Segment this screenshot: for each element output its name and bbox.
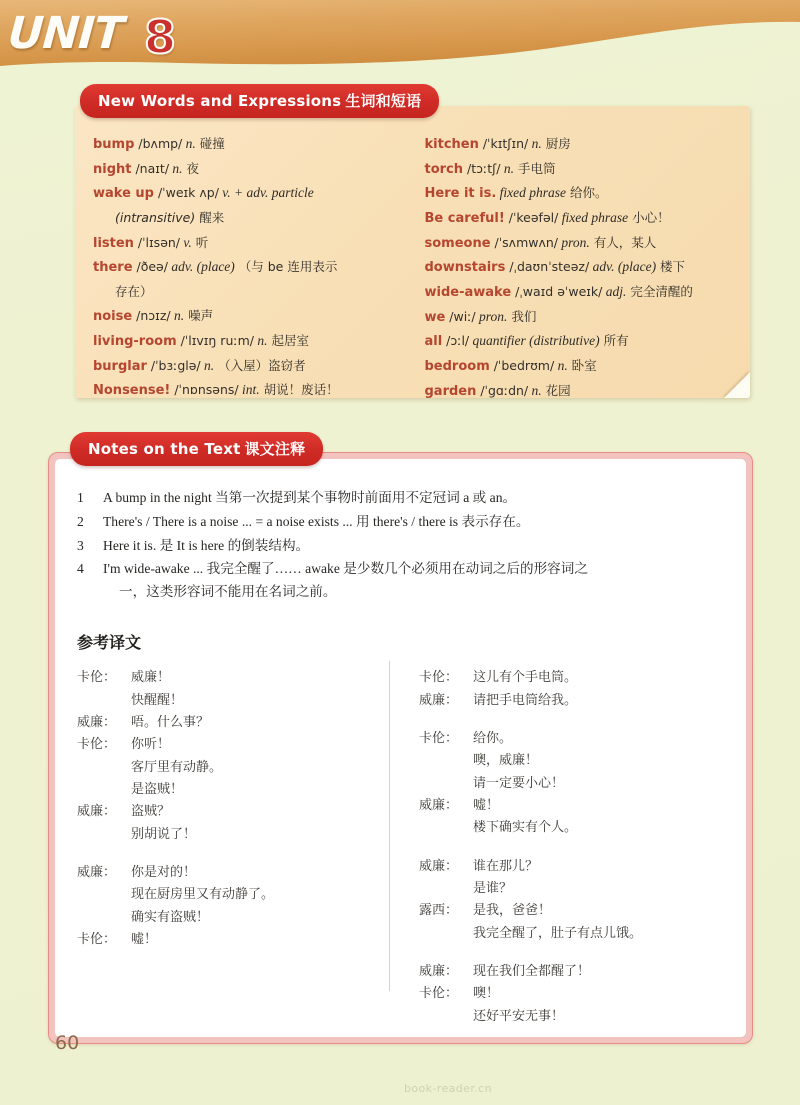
page-number: 60: [55, 1032, 80, 1054]
vocabulary-meaning: 我们: [507, 308, 537, 324]
vocabulary-pos: adv. (place): [167, 259, 235, 275]
vocabulary-phonetic: /bʌmp/: [134, 136, 183, 151]
dialogue-speaker: 威廉：: [77, 804, 117, 820]
dialogue-speaker: 卡伦：: [419, 670, 459, 686]
note-text-continuation: 一，这类形容词不能用在名词之前。: [119, 584, 337, 600]
vocabulary-phonetic: /ˌwaɪd əˈweɪk/: [511, 283, 603, 299]
dialogue-utterance: 这儿有个手电筒。: [473, 670, 578, 686]
dialogue-line: [419, 773, 677, 795]
vocabulary-meaning: 碰撞: [195, 136, 225, 151]
vocabulary-phonetic: /ˈlɪvɪŋ ruːm/: [176, 333, 254, 349]
vocabulary-entry: [93, 304, 409, 329]
vocabulary-phonetic: /ˌdaʊnˈsteəz/: [505, 259, 590, 275]
vocabulary-pos: n.: [554, 357, 568, 373]
vocabulary-meaning: 胡说！废话！: [259, 382, 339, 398]
dialogue-utterance: 还好平安无事！: [473, 1008, 565, 1024]
dialogue-utterance: 现在我们全都醒了！: [473, 964, 591, 980]
vocabulary-phonetic: /ˈgɑːdn/: [476, 382, 529, 398]
vocabulary-entry: [93, 329, 409, 354]
vocabulary-pos: n.: [253, 333, 268, 349]
dialogue-utterance: 我完全醒了，肚子有点儿饿。: [473, 925, 643, 941]
dialogue-gap: [419, 712, 677, 728]
dialogue-speaker: 卡伦：: [77, 670, 117, 686]
vocabulary-entry: [93, 132, 409, 157]
vocabulary-word: bedroom: [424, 358, 490, 374]
note-text: I'm wide-awake ... 我完全醒了…… awake 是少数几个必须用在动词之后的形容词之 一，这类形容词不能用在名词之前。: [103, 558, 724, 604]
dialogue-speaker: [419, 773, 473, 795]
dialogue-utterance: 请把手电筒给我。: [473, 692, 578, 708]
vocabulary-word: burglar: [93, 358, 147, 374]
dialogue-line: [77, 824, 377, 846]
dialogue-line: [419, 795, 677, 817]
dialogue-utterance: 现在厨房里又有动静了。: [131, 887, 275, 903]
translation-divider: [389, 661, 390, 991]
dialogue-speaker: [77, 690, 131, 712]
dialogue-utterance: 盗贼？: [131, 804, 171, 820]
vocabulary-pos: v. + adv. particle: [218, 185, 314, 201]
vocabulary-word: wake up: [93, 186, 154, 202]
translation-title: 参考译文: [77, 633, 142, 653]
vocabulary-entry: [425, 354, 741, 379]
vocabulary-word: night: [93, 161, 132, 177]
vocabulary-pos: pron.: [558, 234, 590, 250]
vocabulary-word: bump: [93, 137, 135, 152]
vocabulary-heading-en: New Words and Expressions: [98, 92, 342, 110]
note-text: A bump in the night 当第一次提到某个事物时前面用不定冠词 a 或 an。: [103, 490, 517, 505]
vocabulary-pos: n.: [500, 160, 515, 176]
dialogue-line: [419, 1006, 677, 1028]
dialogue-utterance: 请一定要小心！: [473, 775, 565, 791]
vocabulary-word: Nonsense!: [93, 383, 171, 398]
vocabulary-entry: [425, 280, 741, 305]
vocabulary-phonetic: /ˈnɒnsəns/: [170, 382, 239, 398]
vocabulary-meaning: 手电筒: [514, 160, 556, 176]
vocabulary-phonetic: /tɔːtʃ/: [463, 160, 501, 176]
vocabulary-pos: int.: [238, 382, 260, 398]
dialogue-utterance: 你是对的！: [131, 865, 197, 881]
vocabulary-phonetic: /ˈkɪtʃɪn/: [478, 136, 529, 151]
vocabulary-word: we: [424, 309, 446, 325]
dialogue-speaker: 卡伦：: [419, 986, 459, 1002]
vocabulary-heading-row: [75, 84, 750, 118]
vocabulary-phonetic: /ɔːl/: [442, 333, 470, 349]
dialogue-utterance: 给你。: [473, 730, 513, 746]
vocabulary-pos: fixed phrase: [496, 185, 567, 201]
note-number: 3: [77, 537, 84, 553]
vocabulary-pos: n.: [200, 357, 215, 373]
dialogue-line: [419, 750, 677, 772]
dialogue-speaker: 威廉：: [419, 964, 459, 980]
dialogue-line: [77, 884, 377, 906]
unit-label: UNIT: [6, 8, 125, 59]
dialogue-speaker: [77, 907, 131, 929]
dialogue-utterance: 是盗贼！: [131, 781, 184, 797]
dialogue-line: [77, 907, 377, 929]
vocabulary-meaning: 起居室: [267, 333, 309, 349]
page-curl-corner: [724, 372, 750, 398]
watermark: book-reader.cn: [404, 1082, 492, 1095]
dialogue-speaker: 威廉：: [419, 692, 459, 708]
dialogue-speaker: 威廉：: [419, 797, 459, 813]
dialogue-speaker: 威廉：: [77, 714, 117, 730]
vocabulary-meaning: 有人，某人: [589, 234, 657, 250]
dialogue-speaker: [77, 757, 131, 779]
vocabulary-phonetic: /wiː/: [445, 308, 476, 324]
dialogue-line: [419, 900, 677, 922]
vocabulary-entry: [425, 379, 741, 398]
unit-logo: [8, 8, 198, 64]
dialogue-speaker: [419, 750, 473, 772]
note-item: [77, 535, 724, 558]
vocabulary-entry: [93, 378, 409, 398]
vocabulary-entry: [93, 255, 409, 280]
dialogue-speaker: 威廉：: [419, 858, 459, 874]
vocabulary-entry: [93, 231, 409, 256]
dialogue-utterance: 楼下确实有个人。: [473, 820, 578, 836]
vocabulary-section: [75, 84, 750, 398]
vocabulary-phonetic: /ðeə/: [132, 259, 168, 275]
vocabulary-heading-cn: 生词和短语: [345, 92, 422, 110]
vocabulary-entry: [93, 181, 409, 206]
vocabulary-entry: [425, 255, 741, 280]
vocabulary-pos: fixed phrase: [558, 209, 629, 225]
vocabulary-word: torch: [424, 161, 464, 177]
dialogue-utterance: 你听！: [131, 737, 171, 753]
vocabulary-phonetic: /nɔɪz/: [132, 308, 171, 324]
dialogue-utterance: 嘘！: [473, 797, 500, 813]
dialogue-speaker: [419, 1006, 473, 1028]
vocabulary-word: Here it is.: [424, 186, 497, 202]
dialogue-line: [419, 983, 677, 1005]
notes-heading-row: [48, 432, 753, 466]
dialogue-speaker: [419, 923, 473, 945]
dialogue-utterance: 快醒醒！: [131, 692, 184, 708]
notes-list: [77, 487, 724, 604]
vocabulary-entry: [425, 305, 741, 330]
dialogue-gap: [419, 840, 677, 856]
dialogue-gap: [419, 945, 677, 961]
dialogue-utterance: 谁在那儿？: [473, 858, 539, 874]
dialogue-utterance: 别胡说了！: [131, 826, 197, 842]
notes-content: [55, 459, 746, 1037]
vocabulary-heading: [80, 84, 439, 118]
vocabulary-pos: n.: [528, 382, 542, 398]
vocabulary-meaning: 夜: [182, 160, 200, 176]
vocabulary-pos: quantifier (distributive): [469, 333, 600, 349]
dialogue-line: [77, 667, 377, 689]
vocabulary-pos: pron.: [475, 308, 508, 324]
vocabulary-phonetic: /naɪt/: [131, 160, 170, 176]
dialogue-utterance: 噢，威廉！: [473, 753, 539, 769]
vocabulary-word: downstairs: [424, 260, 506, 276]
vocabulary-entry: [425, 231, 741, 256]
dialogue-line: [419, 878, 677, 900]
vocabulary-word: wide-awake: [424, 284, 512, 300]
dialogue-line: [419, 923, 677, 945]
vocabulary-meaning: 噪声: [184, 308, 214, 324]
dialogue-utterance: 确实有盗贼！: [131, 909, 210, 925]
dialogue-speaker: 卡伦：: [419, 730, 459, 746]
dialogue-line: [77, 690, 377, 712]
vocabulary-word: Be careful!: [424, 210, 505, 226]
vocabulary-word: someone: [424, 235, 491, 251]
vocabulary-pos: n.: [170, 308, 185, 324]
vocabulary-entry: [93, 157, 409, 182]
vocabulary-meaning: 卧室: [567, 357, 597, 373]
dialogue-speaker: [419, 817, 473, 839]
dialogue-line: [77, 862, 377, 884]
translation-right-column: [377, 667, 677, 1028]
vocabulary-left-column: [93, 132, 409, 398]
vocabulary-word: noise: [93, 309, 133, 325]
vocabulary-pos: n.: [169, 160, 183, 176]
vocabulary-entry: [425, 132, 741, 157]
note-text: Here it is. 是 It is here 的倒装结构。: [103, 537, 310, 553]
vocabulary-meaning: （入屋）盗窃者: [214, 357, 306, 373]
vocabulary-entry: [425, 157, 741, 182]
dialogue-line: [419, 961, 677, 983]
notes-frame: [48, 452, 753, 1044]
vocabulary-entry: [425, 181, 741, 206]
vocabulary-word: listen: [93, 235, 134, 251]
vocabulary-word: garden: [424, 383, 477, 398]
notes-heading: [70, 432, 323, 466]
vocabulary-right-column: [425, 132, 741, 398]
vocabulary-meaning: 所有: [599, 333, 629, 349]
note-number: 2: [77, 513, 84, 529]
dialogue-utterance: 威廉！: [131, 670, 171, 686]
notes-section: [48, 432, 753, 1044]
note-number: 4: [77, 561, 84, 577]
vocabulary-card: [75, 106, 750, 398]
vocabulary-word: kitchen: [424, 137, 479, 152]
translation-left-column: [77, 667, 377, 1028]
dialogue-utterance: 唔。什么事？: [131, 714, 210, 730]
dialogue-line: [77, 757, 377, 779]
vocabulary-meaning: 楼下: [656, 259, 686, 275]
vocabulary-phonetic: /ˈsʌmwʌn/: [490, 234, 559, 250]
dialogue-utterance: 嘘！: [131, 932, 158, 948]
vocabulary-entry-continuation: 存在）: [115, 283, 153, 299]
dialogue-speaker: [77, 884, 131, 906]
dialogue-line: [77, 779, 377, 801]
vocabulary-word: living-room: [93, 334, 177, 350]
dialogue-speaker: 威廉：: [77, 865, 117, 881]
vocabulary-word: all: [424, 334, 443, 350]
dialogue-line: [77, 801, 377, 823]
note-item: [77, 511, 724, 534]
vocabulary-entry: [425, 329, 741, 354]
note-item: [77, 487, 724, 510]
vocabulary-meaning: 听: [191, 234, 209, 250]
note-text: There's / There is a noise ... = a noise exists ... 用 there's / there is 表示存在。: [103, 513, 530, 529]
dialogue-line: [419, 856, 677, 878]
vocabulary-entry: [425, 206, 741, 231]
dialogue-line: [419, 667, 677, 689]
dialogue-speaker: 露西：: [419, 903, 459, 919]
translation-columns: [77, 667, 724, 1028]
dialogue-utterance: 客厅里有动静。: [131, 759, 223, 775]
vocabulary-pos: adj.: [602, 283, 627, 299]
dialogue-gap: [77, 846, 377, 862]
vocabulary-meaning: 小心！: [628, 209, 670, 225]
notes-heading-en: Notes on the Text: [88, 440, 241, 458]
vocabulary-entry: [93, 354, 409, 379]
dialogue-utterance: 是我，爸爸！: [473, 903, 552, 919]
vocabulary-pos: n.: [182, 136, 196, 151]
dialogue-speaker: [419, 878, 473, 900]
vocabulary-entry-continuation: (intransitive) 醒来: [115, 209, 225, 225]
vocabulary-pos: n.: [528, 136, 542, 151]
vocabulary-meaning: 厨房: [541, 136, 571, 151]
notes-heading-cn: 课文注释: [244, 440, 306, 458]
vocabulary-meaning: 给你。: [566, 185, 608, 201]
note-number: 1: [77, 490, 84, 505]
vocabulary-word: there: [93, 260, 133, 276]
dialogue-line: [419, 728, 677, 750]
dialogue-line: [419, 817, 677, 839]
vocabulary-phonetic: /ˈbedrʊm/: [489, 357, 555, 373]
vocabulary-meaning: 花园: [541, 382, 571, 398]
note-item: [77, 558, 724, 604]
dialogue-line: [77, 734, 377, 756]
vocabulary-pos: adv. (place): [589, 259, 657, 275]
vocabulary-meaning: （与 be 连用表示: [234, 259, 338, 275]
unit-number: 8: [144, 10, 177, 64]
vocabulary-phonetic: /ˈbɜːglə/: [146, 357, 201, 373]
vocabulary-phonetic: /ˈweɪk ʌp/: [153, 185, 219, 201]
dialogue-speaker: [77, 824, 131, 846]
dialogue-utterance: 是谁？: [473, 881, 513, 897]
vocabulary-meaning: 完全清醒的: [626, 283, 693, 299]
dialogue-line: [419, 690, 677, 712]
vocabulary-phonetic: /ˈlɪsən/: [133, 234, 181, 250]
vocabulary-phonetic: /ˈkeəfəl/: [504, 209, 559, 225]
dialogue-speaker: 卡伦：: [77, 932, 117, 948]
dialogue-line: [77, 929, 377, 951]
vocabulary-pos: v.: [180, 234, 192, 250]
dialogue-line: [77, 712, 377, 734]
dialogue-utterance: 噢！: [473, 986, 500, 1002]
dialogue-speaker: [77, 779, 131, 801]
dialogue-speaker: 卡伦：: [77, 737, 117, 753]
